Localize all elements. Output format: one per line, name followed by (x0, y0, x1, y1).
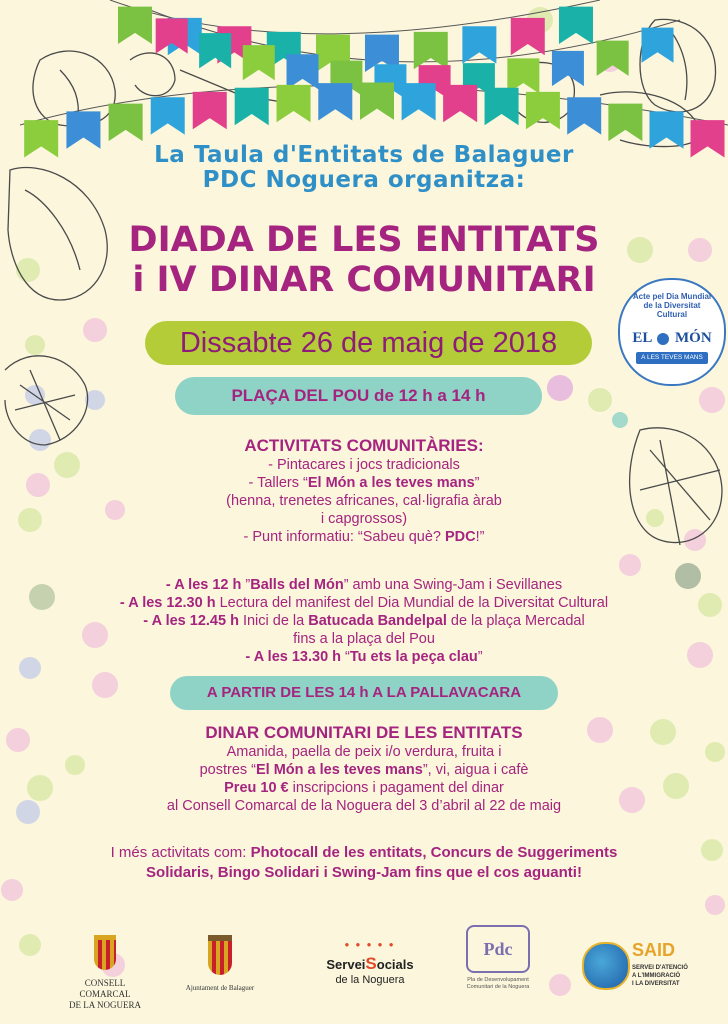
logo-serveis-socials (305, 940, 435, 1000)
globe-icon (582, 942, 630, 990)
dinar-line (0, 761, 728, 779)
organizer-line-1: La Taula d'Entitats de Balaguer (154, 142, 574, 168)
text-bold: - A les 12.30 h (119, 595, 216, 611)
text-span: Servei (326, 957, 366, 972)
text-bold: Tu ets la peça clau (349, 649, 478, 665)
bunting-flag (360, 83, 394, 120)
dinar-section (0, 723, 728, 815)
text-span: ” (241, 577, 251, 593)
text-span: I més activitats com: (110, 844, 251, 861)
text-span: Lectura del manifest del Dia Mundial de la Diversitat Cultural (215, 595, 609, 611)
organizer-text (0, 143, 728, 193)
title-line-2: i IV DINAR COMUNITARI (132, 260, 596, 300)
text-span: S (365, 954, 377, 973)
globe-hand-icon (657, 333, 669, 345)
bunting-flag (462, 26, 496, 63)
text-bold: - A les 12.45 h (143, 613, 239, 629)
bunting-flags (24, 7, 724, 158)
text-span: - Punt informatiu: “Sabeu què? (243, 529, 446, 545)
activity-item: i capgrossos) (320, 511, 408, 527)
more-line-1 (0, 843, 728, 863)
logo-consell-comarcal (60, 935, 150, 1010)
text-span: - Tallers “ (248, 475, 308, 491)
bunting-flag (526, 92, 560, 129)
bunting-flag (118, 7, 152, 44)
bunting-flag (642, 28, 674, 63)
serveis-socials-region: de la Noguera (335, 974, 405, 986)
text-bold: Preu 10 € (224, 780, 289, 796)
text-span: “ (341, 649, 350, 665)
bunting-flag (567, 97, 601, 134)
bunting-flag (402, 83, 436, 120)
badge-subtitle: A LES TEVES MANS (636, 352, 708, 364)
schedule-item (0, 576, 728, 594)
bunting-flag (485, 88, 519, 125)
text-span: inscripcions i pagament del dinar (288, 780, 504, 796)
dinar-line: al Consell Comarcal de la Noguera del 3 d’abril al 22 de maig (166, 798, 562, 814)
more-activities (0, 843, 728, 883)
consell-line-2: DE LA NOGUERA (69, 1000, 141, 1010)
said-line-1: SERVEI D'ATENCIÓ (632, 965, 688, 971)
text-bold: Solidaris, Bingo Solidari i Swing-Jam fins que el cos aguanti! (146, 864, 582, 881)
pdc-caption-1: Pla de Desenvolupament (467, 977, 529, 983)
bunting-flag (318, 83, 352, 120)
text-span: ” (477, 649, 483, 665)
consell-line-1: CONSELL COMARCAL (79, 978, 131, 999)
logo-pdc (458, 925, 538, 1005)
text-span: ”, vi, aigua i cafè (422, 762, 529, 778)
text-bold: - A les 12 h (165, 577, 242, 593)
bunting-flag (193, 92, 227, 129)
bunting-flag (199, 33, 231, 68)
said-description (632, 964, 688, 988)
schedule-section (0, 576, 728, 666)
badge-caption-line-2: de la Diversitat Cultural (643, 301, 701, 319)
bunting-flag (443, 85, 477, 122)
said-line-2: A L'IMMIGRACIÓ (632, 973, 681, 979)
logo-ajuntament (170, 935, 270, 1005)
bunting-flag (277, 85, 311, 122)
place-pill: PLAÇA DEL POU de 12 h a 14 h (175, 377, 542, 415)
text-bold: El Món a les teves mans (256, 762, 423, 778)
said-name: SAID (632, 940, 676, 960)
text-bold: - A les 13.30 h (245, 649, 342, 665)
activity-item (0, 528, 728, 546)
activities-heading: ACTIVITATS COMUNITÀRIES: (244, 436, 484, 455)
bunting-flag (235, 88, 269, 125)
text-span: ocials (376, 957, 414, 972)
badge-caption-line-1: Acte pel Dia Mundial (632, 292, 712, 301)
activities-section (0, 436, 728, 546)
text-span: Inici de la (238, 613, 309, 629)
pallavacara-pill: A PARTIR DE LES 14 h A LA PALLAVACARA (170, 676, 558, 710)
title-line-1: DIADA DE LES ENTITATS (128, 220, 600, 260)
organizer-line-2: PDC Noguera organitza: (202, 167, 526, 193)
text-bold: Photocall de les entitats, Concurs de Suggeriments (250, 844, 618, 861)
bunting-flag (109, 104, 143, 141)
text-span: postres “ (199, 762, 256, 778)
bunting-flag (243, 45, 275, 80)
more-line-2 (0, 863, 728, 883)
schedule-item (0, 612, 728, 630)
activity-item (0, 474, 728, 492)
text-bold: El Món a les teves mans (307, 475, 475, 491)
text-bold: Batucada Bandelpal (308, 613, 447, 629)
text-span: !” (475, 529, 485, 545)
date-pill: Dissabte 26 de maig de 2018 (145, 321, 592, 365)
logo-said (580, 940, 710, 1000)
bunting-flag (414, 32, 448, 69)
ajuntament-caption: Ajuntament de Balaguer (185, 984, 255, 992)
schedule-item (0, 594, 728, 612)
coat-of-arms-icon (94, 935, 116, 970)
bunting-flag (608, 104, 642, 141)
dots-arc-icon: ● ● ● ● ● (344, 940, 396, 949)
schedule-item: fins a la plaça del Pou (293, 631, 435, 647)
text-span: de la plaça Mercadal (446, 613, 585, 629)
text-span: ” amb una Swing-Jam i Sevillanes (343, 577, 563, 593)
coat-of-arms-icon (208, 935, 232, 975)
text-bold: PDC (445, 529, 476, 545)
bunting-flag (287, 54, 319, 89)
puzzle-icon: Pdc (466, 925, 530, 973)
dinar-line: Amanida, paella de peix i/o verdura, fruita i (226, 744, 502, 760)
text-span: ” (474, 475, 480, 491)
bunting-flag (552, 51, 584, 86)
event-title (0, 220, 728, 300)
bunting-flag (511, 18, 545, 55)
said-line-3: I LA DIVERSITAT (632, 981, 680, 987)
bunting-flag (559, 7, 593, 44)
badge-logo-mon: MÓN (675, 330, 712, 346)
dinar-heading: DINAR COMUNITARI DE LES ENTITATS (205, 723, 523, 742)
bunting-flag (151, 97, 185, 134)
text-bold: Balls del Món (250, 577, 344, 593)
diversity-day-badge (618, 278, 726, 386)
pdc-caption-2: Comunitari de la Noguera (466, 984, 530, 990)
activity-item: (henna, trenetes africanes, cal·ligrafia àrab (226, 493, 502, 509)
badge-logo (632, 330, 712, 347)
serveis-socials-name (305, 954, 435, 974)
activity-item: - Pintacares i jocs tradicionals (268, 457, 460, 473)
schedule-item (0, 648, 728, 666)
badge-caption (630, 292, 714, 319)
badge-logo-el: EL (632, 330, 652, 346)
dinar-line (0, 779, 728, 797)
